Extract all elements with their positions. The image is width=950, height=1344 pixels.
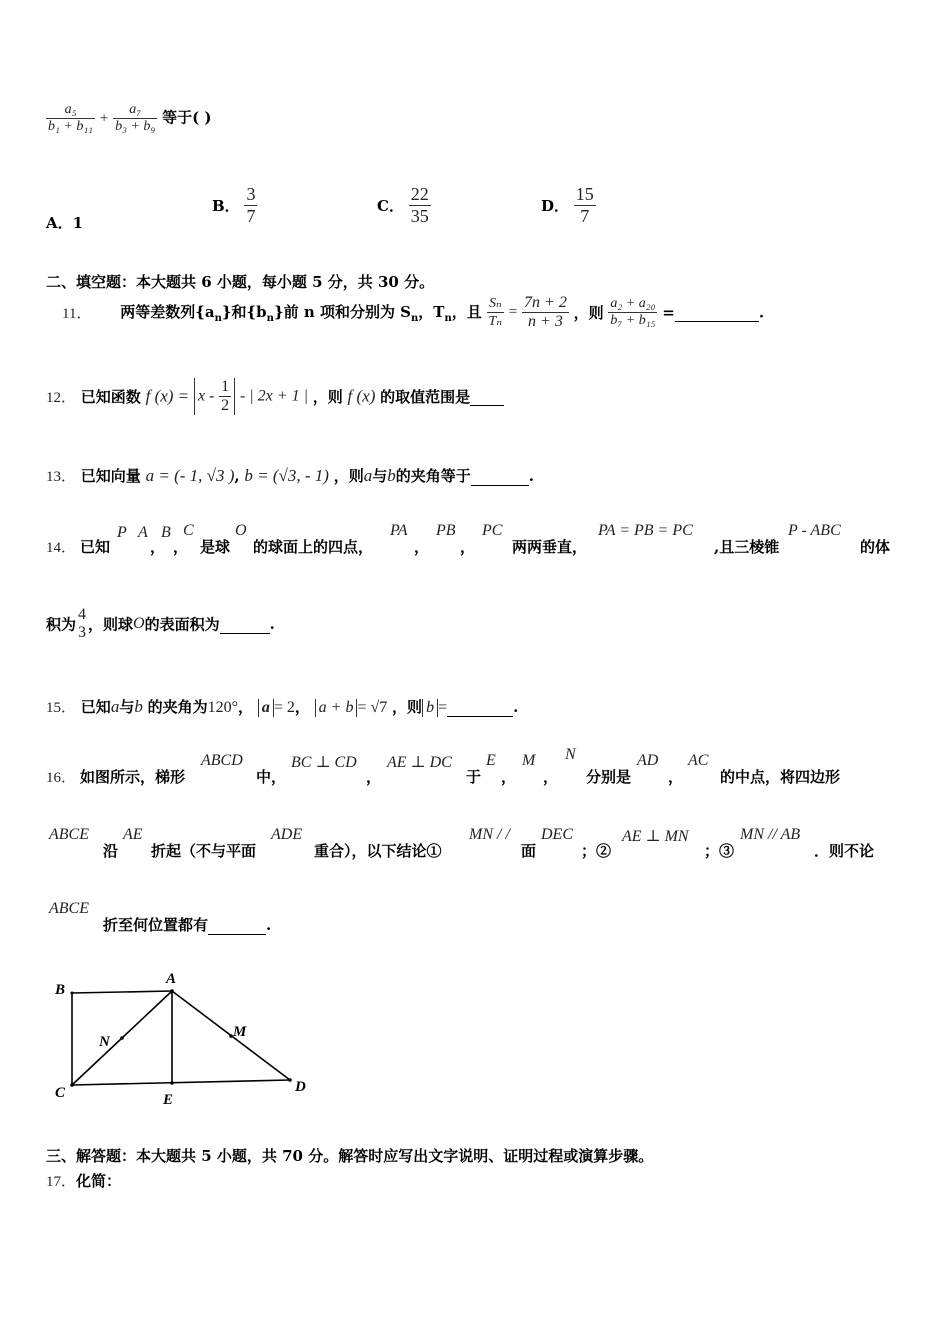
q11-rhs-frac [522,294,569,331]
option-b[interactable] [212,184,257,227]
q16-AC: AC [688,752,709,769]
q14-PB: PB [436,522,456,539]
q14-volume-frac [76,606,88,642]
q12-minus: - | 2x + 1 | [239,387,308,405]
q13-text2: ，则 [333,467,364,485]
q13-text3: 与 [372,467,388,485]
q16-AE-perp-DC: AE ⊥ DC [387,754,452,771]
q11-rhs-den: n + 3 [522,312,569,331]
q16-text8: 重合），以下结论① [314,842,442,860]
q12-number: 12． [46,390,77,406]
q14-line2-post: 的表面积为 [144,615,220,634]
q15-comma1: ， [238,698,254,716]
q16-MN-parallel-AB: MN // AB [740,826,801,843]
q14-number: 14． [46,540,77,556]
q16-text2: 中， [256,768,287,786]
q16-comma2: ， [501,768,517,786]
q16-AE-perp-MN: AE ⊥ MN [622,828,689,845]
q15-b: b [134,697,143,716]
point-E [170,1081,174,1085]
q12-text2: ，则 [312,388,343,406]
q16-E: E [486,752,496,769]
q12-text1: 已知函数 [80,388,141,406]
q14-vol-den: 3 [78,624,87,641]
q12-answer-blank[interactable] [470,387,504,406]
q10-frac1-num: a₅ [64,102,77,117]
q14-PC: PC [482,522,503,539]
q16-semi2: ；③ [704,842,735,860]
q11-end: . [758,303,765,322]
q10-frac2-den: b₃ + b₉ [115,119,156,134]
section3-heading: 三、解答题：本大题共 5 小题，共 70 分。解答时应写出文字说明、证明过程或演算步骤。 [46,1147,654,1165]
q13-text1: 已知向量 [80,467,141,485]
option-c[interactable] [377,184,431,227]
q11-sub3: n [411,313,419,324]
q11-sub1: n [214,313,222,324]
q14-vol-num: 4 [78,606,87,623]
q11-sub2: n [266,313,274,324]
q16-ADE: ADE [271,826,303,843]
q16-text4: 分别是 [586,768,632,786]
q14-comma2: ， [173,538,189,556]
q14-O2: O [133,615,145,632]
q12-half-den: 2 [221,397,230,414]
q17 [46,1170,121,1191]
q10-expression [46,102,211,135]
q16-text5: 的中点，将四边形 [720,768,841,786]
option-c-frac [409,184,431,227]
q12-fx2: f (x) [347,386,376,406]
q13-answer-blank[interactable] [471,467,529,486]
q15-text3: 的夹角为 [147,698,208,716]
section2-heading: 二、填空题：本大题共 6 小题，每小题 5 分，共 30 分。 [46,273,435,291]
q14-comma1: ， [150,538,166,556]
q16-text3: 于 [466,768,482,786]
q14-line2-pre: 积为 [46,615,77,634]
q10-frac1 [46,102,95,135]
segment-BA [72,991,172,993]
q12-text3: 的取值范围是 [380,388,471,406]
q10-frac2-num: a₇ [129,102,142,117]
option-d-label: D． [541,197,570,215]
q14-A: A [138,524,148,541]
q14-P: P [117,524,127,541]
q16-M: M [522,752,536,769]
q11-sub4: n [444,313,452,324]
q13-b: b [387,466,396,485]
q13-end: . [528,467,535,485]
q16-text6: 沿 [103,842,119,860]
q16-ABCE: ABCE [49,826,89,843]
q11-ans-den: b₇ + b₁₅ [610,313,656,328]
q14-comma3: ， [414,538,430,556]
q16-ABCE2: ABCE [49,900,89,917]
q15-comma2: ， [294,698,310,716]
q15-sqrt7: = √7 [357,699,388,716]
q14-text1: 已知 [80,538,111,556]
q16-text7: 折起（不与平面 [151,842,257,860]
q12-abs1-pre: x - [197,387,215,405]
q15-text4: ，则 [392,698,423,716]
option-b-den: 7 [246,206,256,226]
q15-text2: 与 [119,698,135,716]
point-D [288,1078,292,1082]
q14-line2 [46,606,275,642]
option-c-den: 35 [410,206,429,226]
option-a[interactable] [46,212,83,233]
q16-comma4: ， [668,768,684,786]
q11-ans-frac [608,296,657,329]
q16-answer-blank[interactable] [208,916,266,935]
q14-text6: 的体 [860,538,891,556]
q14-B: B [161,524,171,541]
q11 [62,294,764,331]
q16-semi1: ；② [581,842,612,860]
option-a-label: A． [46,214,73,232]
q16-text11: 折至何位置都有 [103,916,209,934]
q11-tn: Tₙ [488,314,503,329]
q11-text3: }前 n 项和分别为 S [273,303,412,321]
q14-C: C [183,522,194,539]
q13-vector-a: a = (- 1, √3 ) [145,466,235,485]
q14-end: . [269,615,275,633]
q16-AE: AE [123,826,143,843]
q12-fx: f (x) = [145,386,190,406]
q14-text4: 两两垂直， [512,538,588,556]
q16-line3-tail [103,914,271,935]
q15-text1: 已知 [80,698,111,716]
q14-PA: PA [390,522,408,539]
q14-pabc: P - ABC [788,522,841,539]
q15-abs-a: a [258,699,274,717]
q10-tail: 等于( ) [162,108,212,127]
q11-answer-blank[interactable] [675,303,759,322]
q16-end: . [266,916,272,934]
option-d-frac [574,184,596,227]
label-N: N [99,1034,110,1050]
q15-eq: = [438,699,448,716]
q10-frac2 [113,102,157,135]
label-B: B [55,982,66,998]
option-b-num: 3 [246,184,256,204]
segment-CD [72,1080,290,1085]
q11-number: 11． [62,306,92,322]
q13-number: 13． [46,469,77,485]
q12-half-num: 1 [221,378,230,395]
q15 [46,696,518,717]
option-d-num: 15 [575,184,594,204]
q15-abs-ab: a + b [315,699,358,717]
label-D: D [295,1079,306,1095]
q14-text3: 的球面上的四点， [253,538,374,556]
q16-text1: 如图所示，梯形 [80,768,186,786]
q11-text [120,303,482,324]
q16-DEC: DEC [541,826,573,843]
q16-text9: 面 [521,842,537,860]
q16-number: 16． [46,770,77,786]
q16-comma3: ， [543,768,559,786]
q15-eq2: = 2 [273,699,295,716]
q15-angle: 120° [207,699,239,716]
q14-comma4: ， [460,538,476,556]
q17-text: 化简： [76,1172,122,1190]
q13-comma: , [234,467,240,485]
option-c-num: 22 [410,184,429,204]
q16-N: N [565,746,576,763]
q16-comma1: ， [366,768,382,786]
q11-rhs-num: 7n + 2 [524,294,567,311]
q14-line2-mid: ，则球 [88,615,134,634]
q11-then: ，则 [573,304,604,322]
q13-vector-b: b = (√3, - 1) [244,466,329,485]
label-E: E [163,1092,174,1108]
q14-equation: PA = PB = PC [598,522,693,539]
q17-number: 17． [46,1174,77,1190]
q11-snt-frac [487,295,504,330]
q16-AD: AD [637,752,659,769]
q11-ans-num: a₂ + a₂₀ [610,296,656,311]
q11-tail: = [662,303,675,322]
q11-text2: }和{b [221,303,267,321]
q13-text4: 的夹角等于 [395,467,471,485]
trapezoid-figure [46,965,326,1115]
q15-number: 15． [46,700,77,716]
q14-text2: 是球 [200,538,231,556]
point-A [170,989,174,993]
label-M: M [233,1024,247,1040]
q13-a: a [363,466,373,485]
label-A: A [166,971,177,987]
q11-text1: 两等差数列{a [120,303,215,321]
q12 [46,378,504,415]
q12-half [219,378,231,415]
option-d-den: 7 [574,205,596,227]
point-B [71,992,74,995]
q15-a: a [110,697,120,716]
option-b-label: B． [212,197,240,215]
q11-eq: = [508,304,518,320]
q14-answer-blank[interactable] [220,615,270,634]
q11-text4: ，T [418,303,445,321]
option-c-label: C． [377,197,404,215]
q11-text5: ，且 [451,303,482,321]
q14-O: O [235,522,247,539]
option-d[interactable] [541,184,596,227]
plus-sign: + [99,110,109,127]
q13 [46,465,534,486]
label-C: C [55,1085,66,1101]
q15-answer-blank[interactable] [447,698,513,717]
point-C [70,1083,74,1087]
q11-sn: Sₙ [488,296,502,311]
option-b-frac [244,184,257,227]
q16-ABCD: ABCD [201,752,243,769]
q10-frac1-den: b₁ + b₁₁ [48,119,94,134]
option-a-value: 1 [72,214,84,232]
q15-end: . [513,698,519,716]
q16-text10: ．则不论 [814,842,875,860]
q14-text5: ,且三棱锥 [714,538,780,556]
q16-MN-parallel: MN / / [469,826,510,843]
q16-BC-perp-CD: BC ⊥ CD [291,754,357,771]
point-N [120,1036,124,1040]
q15-abs-b: b [422,699,438,717]
q12-abs1 [194,378,235,415]
